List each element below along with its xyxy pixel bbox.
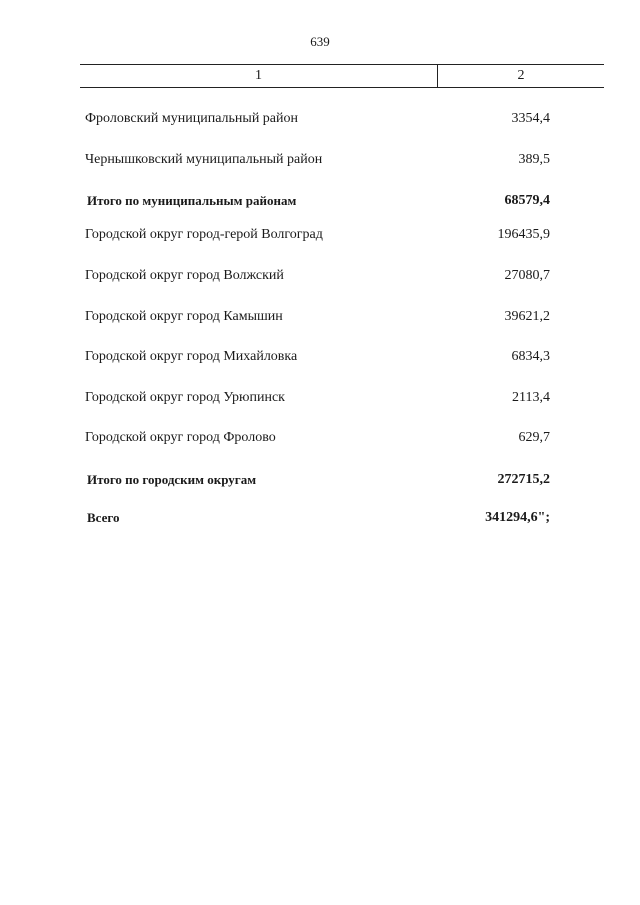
table-row xyxy=(0,111,640,133)
row-name: Городской округ город Фролово xyxy=(85,430,276,445)
column-header-2: 2 xyxy=(517,68,525,83)
table-header xyxy=(80,64,604,88)
row-name: Фроловский муниципальный район xyxy=(85,111,299,126)
row-value: 629,7 xyxy=(518,430,550,445)
subtotal-row xyxy=(0,193,640,215)
table-row xyxy=(0,227,640,249)
table-row xyxy=(0,349,640,371)
table-row xyxy=(0,152,640,174)
table-row xyxy=(0,268,640,290)
row-value: 3354,4 xyxy=(511,111,550,126)
row-value: 272715,2 xyxy=(497,472,550,487)
row-name: Итого по городским округам xyxy=(87,472,257,487)
row-name: Итого по муниципальным районам xyxy=(87,193,297,208)
row-value: 2113,4 xyxy=(512,390,550,405)
row-name: Городской округ город-герой Волгоград xyxy=(85,227,323,242)
table-row xyxy=(0,430,640,452)
table-row xyxy=(0,309,640,331)
row-name: Городской округ город Камышин xyxy=(85,309,283,324)
row-name: Городской округ город Михайловка xyxy=(85,349,298,364)
subtotal-row xyxy=(0,472,640,494)
table-row xyxy=(0,390,640,412)
row-name: Чернышковский муниципальный район xyxy=(85,152,323,167)
page-number: 639 xyxy=(310,34,330,49)
row-name: Городской округ город Урюпинск xyxy=(85,390,285,405)
total-row xyxy=(0,510,640,532)
row-value: 39621,2 xyxy=(504,309,550,324)
row-name: Всего xyxy=(87,510,120,525)
row-value: 389,5 xyxy=(518,152,550,167)
row-value: 341294,6"; xyxy=(485,510,550,525)
row-value: 27080,7 xyxy=(504,268,550,283)
column-header-1: 1 xyxy=(255,68,262,83)
row-value: 6834,3 xyxy=(511,349,550,364)
row-name: Городской округ город Волжский xyxy=(85,268,284,283)
row-value: 68579,4 xyxy=(504,193,550,208)
row-value: 196435,9 xyxy=(497,227,550,242)
